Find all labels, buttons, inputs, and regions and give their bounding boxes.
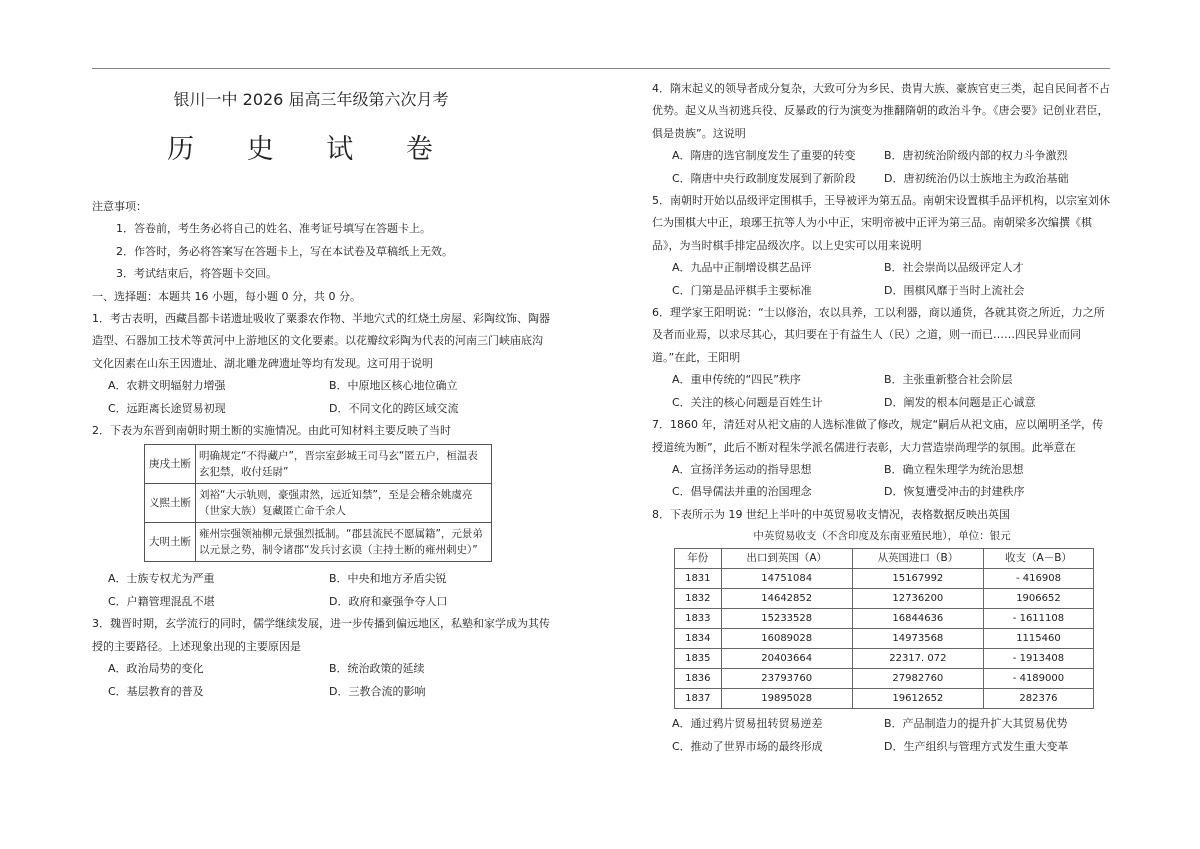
table-cell: - 1611108 <box>983 609 1093 629</box>
table-cell: 1836 <box>675 669 722 689</box>
table-cell: 20403664 <box>721 649 852 669</box>
question-stem: 8．下表所示为 19 世纪上半叶的中英贸易收支情况，表格数据反映出英国 <box>652 507 1010 521</box>
table-cell: 16844636 <box>852 609 983 629</box>
subject-title: 历 史 试 卷 <box>167 134 455 165</box>
option-b: B．确立程朱理学为统治思想 <box>884 462 1024 476</box>
table-cell: 282376 <box>983 689 1093 709</box>
option-c: C．关注的核心问题是百姓生计 <box>672 395 823 409</box>
table-cell: 15167992 <box>852 569 983 589</box>
option-c: C．远距离长途贸易初现 <box>108 401 226 415</box>
table-header-row <box>675 549 1094 569</box>
table-cell: - 1913408 <box>983 649 1093 669</box>
option-b: B．中原地区核心地位确立 <box>329 379 458 393</box>
table-row <box>675 569 1094 589</box>
trade-table <box>674 548 1094 709</box>
question-stem: 2．下表为东晋到南朝时期土断的实施情况。由此可知材料主要反映了当时 <box>92 424 451 438</box>
table-cell: 14642852 <box>721 589 852 609</box>
header-rule <box>92 68 1110 69</box>
table-header: 出口到英国（A） <box>721 549 852 569</box>
table-cell: 15233528 <box>721 609 852 629</box>
option-b: B．中央和地方矛盾尖锐 <box>329 572 447 586</box>
option-b: B．统治政策的延续 <box>329 662 425 676</box>
tuduan-table <box>144 444 492 562</box>
table-cell-key: 庚戌土断 <box>145 445 196 484</box>
question-stem: 6．理学家王阳明说：“士以修治，农以具养，工以利器，商以通货，各就其资之所近，力之所及者而业焉，以求尽其心，其归要在于有益生人（民）之道，则一而已……四民异业而同道。”在此，王阳明 <box>652 306 1105 364</box>
option-a: A．九品中正制增设棋艺品评 <box>672 261 812 275</box>
table-header: 从英国进口（B） <box>852 549 983 569</box>
table-cell: 1834 <box>675 629 722 649</box>
table-row <box>675 649 1094 669</box>
table-cell-value: 明确规定“不得藏户”，晋宗室彭城王司马玄“匿五户，桓温表玄犯禁，收付廷尉” <box>196 445 492 484</box>
option-c: C．推动了世界市场的最终形成 <box>672 739 823 753</box>
table-header: 收支（A－B） <box>983 549 1093 569</box>
option-c: C．基层教育的普及 <box>108 684 204 698</box>
options <box>92 375 550 420</box>
table-row <box>145 523 492 562</box>
question-stem: 5．南朝时开始以品级评定围棋手，王导被评为第五品。南朝宋设置棋手品评机构，以宗室刘休仁为围棋大中正，琅琊王抗等人为小中正，宋明帝被中正评为第三品。南朝梁多次编撰《棋品》，为当时棋手排定品级次序。以上史实可以用来说明 <box>652 194 1110 252</box>
question-8 <box>652 504 1112 758</box>
question-5 <box>652 190 1112 302</box>
table-cell: 16089028 <box>721 629 852 649</box>
option-d: D．唐初统治仍以士族地主为政治基础 <box>884 171 1069 185</box>
question-7 <box>652 414 1112 504</box>
table-cell-key: 义熙土断 <box>145 484 196 523</box>
question-stem: 7．1860 年，清廷对从祀文庙的人选标准做了修改，规定“嗣后从祀文庙，应以阐明圣学，传授道统为断”，此后不断对程朱学派名儒进行表彰，大力营造崇尚理学的氛围。此举意在 <box>652 418 1104 454</box>
table-cell: 1832 <box>675 589 722 609</box>
option-d: D．三教合流的影响 <box>329 684 426 698</box>
notice-item: 2．作答时，务必将答案写在答题卡上，写在本试卷及草稿纸上无效。 <box>116 244 453 258</box>
option-a: A．隋唐的选官制度发生了重要的转变 <box>672 149 856 163</box>
option-c: C．倡导儒法并重的治国理念 <box>672 485 812 499</box>
table-caption: 中英贸易收支（不含印度及东南亚殖民地），单位：银元 <box>753 530 1011 543</box>
option-a: A．士族专权尤为严重 <box>108 572 215 586</box>
table-cell: 1833 <box>675 609 722 629</box>
option-d: D．围棋风靡于当时上流社会 <box>884 283 1025 297</box>
option-b: B．社会崇尚以品级评定人才 <box>884 261 1024 275</box>
option-a: A．政治局势的变化 <box>108 662 204 676</box>
table-cell: 14973568 <box>852 629 983 649</box>
options <box>652 145 1112 190</box>
table-cell: 1835 <box>675 649 722 669</box>
table-row <box>675 689 1094 709</box>
option-c: C．隋唐中央行政制度发展到了新阶段 <box>672 171 856 185</box>
question-stem: 4．隋末起义的领导者成分复杂，大致可分为乡民、贵胄大族、豪族官吏三类，起自民间者不占优势。起义从当初逃兵役、反暴政的行为演变为推翻隋朝的政治斗争。《唐会要》记创业君臣，俱是贵族”。这说明 <box>652 82 1110 140</box>
table-cell: - 416908 <box>983 569 1093 589</box>
option-a: A．通过鸦片贸易扭转贸易逆差 <box>672 717 823 731</box>
table-cell-key: 大明土断 <box>145 523 196 562</box>
option-b: B．唐初统治阶级内部的权力斗争激烈 <box>884 149 1068 163</box>
option-b: B．产品制造力的提升扩大其贸易优势 <box>884 717 1068 731</box>
school-title: 银川一中 2026 届高三年级第六次月考 <box>173 90 449 109</box>
section-heading: 一、选择题：本题共 16 小题，每小题 0 分，共 0 分。 <box>92 289 361 303</box>
table-cell: 1906652 <box>983 589 1093 609</box>
table-cell: 27982760 <box>852 669 983 689</box>
table-cell: 12736200 <box>852 589 983 609</box>
option-c: C．户籍管理混乱不堪 <box>108 594 215 608</box>
table-row <box>145 484 492 523</box>
table-row <box>675 609 1094 629</box>
option-a: A．宣扬洋务运动的指导思想 <box>672 462 812 476</box>
question-1 <box>92 308 550 420</box>
table-cell-value: 刘裕“大示轨则，豪强肃然，远近知禁”，至是会稽余姚虞亮（世家大族）复藏匿亡命千余人 <box>196 484 492 523</box>
question-3 <box>92 613 550 703</box>
table-row <box>145 445 492 484</box>
table-cell: 1837 <box>675 689 722 709</box>
table-cell: 22317. 072 <box>852 649 983 669</box>
option-c: C．门第是品评棋手主要标准 <box>672 283 812 297</box>
options <box>652 257 1112 302</box>
options <box>652 459 1112 504</box>
question-4 <box>652 78 1112 190</box>
table-cell: - 4189000 <box>983 669 1093 689</box>
notice-title: 注意事项： <box>92 200 147 213</box>
left-column <box>92 78 550 703</box>
option-a: A．重申传统的“四民”秩序 <box>672 373 801 387</box>
table-row <box>675 589 1094 609</box>
options <box>652 713 1112 758</box>
table-cell: 19612652 <box>852 689 983 709</box>
question-stem: 1．考古表明，西藏昌都卡诺遗址吸收了粟黍农作物、半地穴式的红烧土房屋、彩陶纹饰、陶器造型、石器加工技术等黄河中上游地区的文化要素。以花瓣纹彩陶为代表的河南三门峡庙底沟文化因素在山东王因遗址、湖北雕龙碑遗址等均有发现。这可用于说明 <box>92 312 550 370</box>
option-d: D．政府和豪强争夺人口 <box>329 594 448 608</box>
right-column <box>652 78 1112 758</box>
options <box>92 568 550 613</box>
table-cell: 14751084 <box>721 569 852 589</box>
notice-item: 1．答卷前，考生务必将自己的姓名、准考证号填写在答题卡上。 <box>116 222 431 236</box>
question-2 <box>92 420 550 613</box>
table-row <box>675 669 1094 689</box>
table-header: 年份 <box>675 549 722 569</box>
option-d: D．生产组织与管理方式发生重大变革 <box>884 739 1069 753</box>
question-6 <box>652 302 1112 414</box>
table-cell-value: 雍州宗强领袖柳元景强烈抵制。“郡县流民不愿属籍”，元景弟以元景之势，制令诸郡“发兵讨玄谟（主持土断的雍州刺史）” <box>196 523 492 562</box>
option-b: B．主张重新整合社会阶层 <box>884 373 1013 387</box>
question-stem: 3．魏晋时期，玄学流行的同时，儒学继续发展，进一步传播到偏远地区，私塾和家学成为其传授的主要路径。上述现象出现的主要原因是 <box>92 617 550 653</box>
option-d: D．阐发的根本问题是正心诚意 <box>884 395 1036 409</box>
table-cell: 23793760 <box>721 669 852 689</box>
option-a: A．农耕文明辐射力增强 <box>108 379 226 393</box>
table-cell: 19895028 <box>721 689 852 709</box>
table-row <box>675 629 1094 649</box>
option-d: D．恢复遭受冲击的封建秩序 <box>884 485 1025 499</box>
options <box>92 658 550 703</box>
notice-item: 3．考试结束后，将答题卡交回。 <box>116 267 277 281</box>
options <box>652 369 1112 414</box>
table-cell: 1831 <box>675 569 722 589</box>
option-d: D．不同文化的跨区域交流 <box>329 401 459 415</box>
table-cell: 1115460 <box>983 629 1093 649</box>
